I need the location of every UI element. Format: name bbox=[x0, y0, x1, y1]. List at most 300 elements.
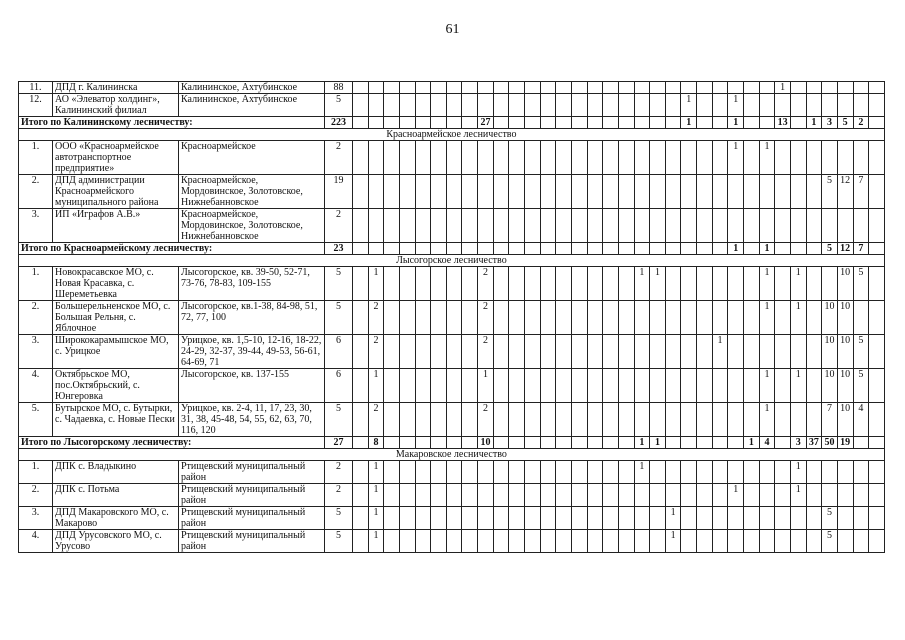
data-cell bbox=[806, 267, 822, 301]
data-cell bbox=[587, 243, 603, 255]
data-cell bbox=[681, 437, 697, 449]
data-cell bbox=[556, 484, 572, 507]
data-cell bbox=[681, 335, 697, 369]
data-cell: 1 bbox=[728, 243, 744, 255]
count-cell: 5 bbox=[325, 530, 353, 553]
data-cell bbox=[650, 175, 666, 209]
data-cell bbox=[869, 369, 885, 403]
data-cell bbox=[446, 267, 462, 301]
data-cell: 5 bbox=[837, 117, 853, 129]
data-cell bbox=[775, 507, 791, 530]
data-cell bbox=[399, 369, 415, 403]
data-cell bbox=[384, 437, 400, 449]
data-cell bbox=[618, 403, 634, 437]
data-cell bbox=[681, 243, 697, 255]
data-cell: 2 bbox=[853, 117, 869, 129]
data-cell bbox=[618, 141, 634, 175]
data-cell bbox=[806, 507, 822, 530]
data-cell: 1 bbox=[728, 117, 744, 129]
data-cell bbox=[665, 267, 681, 301]
data-cell: 1 bbox=[681, 94, 697, 117]
data-cell bbox=[368, 141, 384, 175]
data-cell: 1 bbox=[368, 507, 384, 530]
data-cell bbox=[431, 141, 447, 175]
data-cell bbox=[540, 117, 556, 129]
data-cell bbox=[509, 243, 525, 255]
data-cell bbox=[790, 94, 806, 117]
data-cell bbox=[603, 461, 619, 484]
count-cell: 5 bbox=[325, 267, 353, 301]
total-row bbox=[19, 117, 885, 129]
data-cell bbox=[540, 369, 556, 403]
data-cell bbox=[587, 175, 603, 209]
data-cell bbox=[665, 335, 681, 369]
data-cell: 1 bbox=[775, 82, 791, 94]
data-cell bbox=[571, 369, 587, 403]
data-cell bbox=[681, 507, 697, 530]
data-cell bbox=[650, 209, 666, 243]
section-title: Красноармейское лесничество bbox=[19, 129, 885, 141]
data-cell bbox=[681, 82, 697, 94]
data-cell bbox=[571, 175, 587, 209]
data-cell bbox=[822, 82, 838, 94]
data-cell bbox=[399, 437, 415, 449]
table-row bbox=[19, 209, 885, 243]
data-cell bbox=[478, 94, 494, 117]
data-cell bbox=[806, 335, 822, 369]
data-cell: 1 bbox=[790, 301, 806, 335]
data-cell bbox=[587, 369, 603, 403]
data-cell bbox=[415, 403, 431, 437]
data-cell bbox=[368, 175, 384, 209]
data-cell bbox=[462, 484, 478, 507]
data-cell bbox=[634, 369, 650, 403]
data-cell bbox=[634, 209, 650, 243]
data-cell bbox=[712, 369, 728, 403]
data-cell: 1 bbox=[790, 369, 806, 403]
data-cell bbox=[525, 243, 541, 255]
data-cell bbox=[446, 403, 462, 437]
data-cell bbox=[728, 507, 744, 530]
data-cell bbox=[587, 141, 603, 175]
data-cell bbox=[587, 437, 603, 449]
data-cell bbox=[837, 530, 853, 553]
data-cell bbox=[618, 507, 634, 530]
data-cell bbox=[431, 437, 447, 449]
data-cell bbox=[353, 117, 369, 129]
data-cell bbox=[493, 301, 509, 335]
data-cell bbox=[603, 437, 619, 449]
data-cell bbox=[462, 243, 478, 255]
data-cell bbox=[415, 94, 431, 117]
data-cell bbox=[869, 175, 885, 209]
data-cell bbox=[790, 507, 806, 530]
data-cell bbox=[634, 530, 650, 553]
data-cell bbox=[446, 369, 462, 403]
data-cell bbox=[431, 461, 447, 484]
data-cell bbox=[431, 335, 447, 369]
data-cell: 1 bbox=[790, 461, 806, 484]
data-cell bbox=[540, 530, 556, 553]
data-cell bbox=[556, 301, 572, 335]
data-cell bbox=[353, 267, 369, 301]
data-cell bbox=[446, 209, 462, 243]
data-cell bbox=[556, 403, 572, 437]
data-cell bbox=[697, 94, 713, 117]
data-cell: 5 bbox=[853, 369, 869, 403]
data-cell: 2 bbox=[478, 335, 494, 369]
data-cell bbox=[790, 117, 806, 129]
data-cell bbox=[744, 461, 760, 484]
data-cell bbox=[603, 530, 619, 553]
data-cell bbox=[493, 530, 509, 553]
data-cell bbox=[462, 403, 478, 437]
data-cell bbox=[493, 243, 509, 255]
data-cell bbox=[353, 141, 369, 175]
data-cell bbox=[571, 117, 587, 129]
data-cell: 10 bbox=[822, 369, 838, 403]
data-cell bbox=[446, 437, 462, 449]
data-cell bbox=[618, 301, 634, 335]
data-cell bbox=[399, 267, 415, 301]
data-cell bbox=[618, 461, 634, 484]
count-cell: 2 bbox=[325, 209, 353, 243]
data-cell bbox=[603, 141, 619, 175]
data-cell bbox=[603, 335, 619, 369]
data-cell bbox=[806, 369, 822, 403]
data-cell: 3 bbox=[822, 117, 838, 129]
row-number: 1. bbox=[19, 267, 53, 301]
data-cell: 1 bbox=[728, 94, 744, 117]
organization-name: ДПД г. Калининска bbox=[53, 82, 179, 94]
data-cell bbox=[650, 117, 666, 129]
data-cell bbox=[712, 94, 728, 117]
data-cell bbox=[431, 209, 447, 243]
data-cell bbox=[587, 301, 603, 335]
data-cell bbox=[556, 335, 572, 369]
data-cell bbox=[650, 335, 666, 369]
data-cell: 13 bbox=[775, 117, 791, 129]
data-cell bbox=[415, 507, 431, 530]
data-cell bbox=[775, 461, 791, 484]
data-cell bbox=[571, 94, 587, 117]
data-cell bbox=[509, 507, 525, 530]
total-count: 223 bbox=[325, 117, 353, 129]
data-cell bbox=[759, 82, 775, 94]
data-cell bbox=[368, 243, 384, 255]
data-cell bbox=[446, 117, 462, 129]
data-cell bbox=[650, 369, 666, 403]
data-cell bbox=[634, 507, 650, 530]
data-cell bbox=[415, 530, 431, 553]
data-cell bbox=[353, 82, 369, 94]
data-cell: 1 bbox=[634, 461, 650, 484]
section-title: Лысогорское лесничество bbox=[19, 255, 885, 267]
data-cell bbox=[431, 267, 447, 301]
data-cell bbox=[571, 267, 587, 301]
data-cell bbox=[790, 530, 806, 553]
data-cell bbox=[478, 461, 494, 484]
data-cell bbox=[368, 209, 384, 243]
data-cell bbox=[353, 461, 369, 484]
count-cell: 5 bbox=[325, 403, 353, 437]
data-cell bbox=[399, 530, 415, 553]
forestry-area: Лысогорское, кв. 137-155 bbox=[179, 369, 325, 403]
data-cell bbox=[759, 335, 775, 369]
data-cell bbox=[634, 117, 650, 129]
data-cell bbox=[650, 530, 666, 553]
data-cell bbox=[415, 484, 431, 507]
data-cell bbox=[478, 243, 494, 255]
data-cell bbox=[681, 461, 697, 484]
row-number: 3. bbox=[19, 335, 53, 369]
data-cell bbox=[540, 82, 556, 94]
data-cell bbox=[681, 403, 697, 437]
table-row bbox=[19, 507, 885, 530]
data-cell: 10 bbox=[837, 369, 853, 403]
data-cell bbox=[853, 301, 869, 335]
data-cell bbox=[353, 437, 369, 449]
data-cell bbox=[399, 335, 415, 369]
total-row bbox=[19, 243, 885, 255]
data-cell bbox=[603, 94, 619, 117]
data-cell bbox=[478, 209, 494, 243]
organization-name: ДПД администрации Красноармейского муниципального района bbox=[53, 175, 179, 209]
data-cell bbox=[384, 267, 400, 301]
data-cell bbox=[618, 94, 634, 117]
data-cell bbox=[509, 484, 525, 507]
data-cell bbox=[681, 369, 697, 403]
data-cell bbox=[853, 484, 869, 507]
data-cell bbox=[556, 175, 572, 209]
data-cell bbox=[744, 243, 760, 255]
data-cell bbox=[556, 94, 572, 117]
data-cell bbox=[650, 461, 666, 484]
data-cell bbox=[478, 175, 494, 209]
data-cell bbox=[853, 141, 869, 175]
data-cell bbox=[618, 530, 634, 553]
data-cell bbox=[650, 403, 666, 437]
data-cell bbox=[618, 209, 634, 243]
data-cell bbox=[806, 403, 822, 437]
data-cell: 2 bbox=[368, 335, 384, 369]
data-cell bbox=[540, 175, 556, 209]
data-cell bbox=[837, 209, 853, 243]
data-cell: 12 bbox=[837, 243, 853, 255]
data-cell bbox=[822, 484, 838, 507]
data-cell bbox=[759, 484, 775, 507]
data-cell bbox=[571, 507, 587, 530]
data-cell bbox=[869, 117, 885, 129]
data-cell bbox=[634, 141, 650, 175]
table-row bbox=[19, 403, 885, 437]
data-cell bbox=[837, 141, 853, 175]
data-cell bbox=[525, 94, 541, 117]
data-cell: 5 bbox=[822, 243, 838, 255]
data-cell bbox=[478, 530, 494, 553]
data-cell bbox=[446, 530, 462, 553]
data-cell bbox=[775, 530, 791, 553]
data-cell: 1 bbox=[681, 117, 697, 129]
section-header-row bbox=[19, 449, 885, 461]
data-cell bbox=[790, 209, 806, 243]
data-cell bbox=[618, 369, 634, 403]
data-cell bbox=[822, 209, 838, 243]
data-cell bbox=[728, 437, 744, 449]
data-cell bbox=[603, 117, 619, 129]
data-cell bbox=[493, 267, 509, 301]
data-cell bbox=[869, 403, 885, 437]
data-cell bbox=[525, 117, 541, 129]
data-cell: 7 bbox=[853, 175, 869, 209]
data-cell bbox=[462, 369, 478, 403]
data-cell bbox=[587, 461, 603, 484]
row-number: 12. bbox=[19, 94, 53, 117]
data-cell bbox=[853, 530, 869, 553]
data-cell bbox=[446, 82, 462, 94]
data-cell bbox=[728, 82, 744, 94]
data-cell bbox=[650, 82, 666, 94]
data-cell bbox=[759, 117, 775, 129]
data-cell bbox=[634, 94, 650, 117]
data-cell: 1 bbox=[665, 530, 681, 553]
data-cell bbox=[759, 530, 775, 553]
data-cell: 1 bbox=[728, 141, 744, 175]
data-cell bbox=[853, 507, 869, 530]
data-cell bbox=[446, 461, 462, 484]
data-cell bbox=[775, 209, 791, 243]
data-cell: 4 bbox=[759, 437, 775, 449]
data-cell bbox=[712, 530, 728, 553]
data-cell bbox=[603, 484, 619, 507]
data-cell bbox=[744, 141, 760, 175]
data-cell bbox=[525, 507, 541, 530]
data-cell: 2 bbox=[478, 403, 494, 437]
data-cell bbox=[399, 117, 415, 129]
data-cell bbox=[697, 403, 713, 437]
data-cell bbox=[462, 141, 478, 175]
data-cell bbox=[540, 94, 556, 117]
data-cell bbox=[446, 507, 462, 530]
data-cell bbox=[603, 243, 619, 255]
data-cell bbox=[665, 117, 681, 129]
data-cell: 12 bbox=[837, 175, 853, 209]
data-cell bbox=[525, 369, 541, 403]
total-label: Итого по Калининскому лесничеству: bbox=[19, 117, 325, 129]
count-cell: 2 bbox=[325, 461, 353, 484]
data-cell bbox=[384, 94, 400, 117]
count-cell: 2 bbox=[325, 484, 353, 507]
data-cell bbox=[775, 301, 791, 335]
data-cell bbox=[775, 403, 791, 437]
data-cell: 1 bbox=[790, 484, 806, 507]
data-cell bbox=[665, 94, 681, 117]
count-cell: 5 bbox=[325, 301, 353, 335]
data-cell bbox=[806, 175, 822, 209]
section-title: Макаровское лесничество bbox=[19, 449, 885, 461]
data-cell bbox=[634, 175, 650, 209]
data-cell bbox=[462, 507, 478, 530]
data-cell bbox=[618, 82, 634, 94]
organization-name: Ширококарамышское МО, с. Урицкое bbox=[53, 335, 179, 369]
row-number: 11. bbox=[19, 82, 53, 94]
data-cell bbox=[806, 243, 822, 255]
data-cell bbox=[431, 530, 447, 553]
data-cell bbox=[540, 141, 556, 175]
data-cell bbox=[556, 117, 572, 129]
data-cell bbox=[493, 437, 509, 449]
total-count: 23 bbox=[325, 243, 353, 255]
data-cell: 1 bbox=[665, 507, 681, 530]
data-cell bbox=[571, 437, 587, 449]
row-number: 4. bbox=[19, 530, 53, 553]
data-cell bbox=[853, 461, 869, 484]
data-cell bbox=[665, 82, 681, 94]
data-cell: 1 bbox=[650, 437, 666, 449]
data-cell bbox=[712, 403, 728, 437]
count-cell: 5 bbox=[325, 507, 353, 530]
data-cell bbox=[556, 369, 572, 403]
data-cell bbox=[728, 461, 744, 484]
row-number: 5. bbox=[19, 403, 53, 437]
data-cell: 2 bbox=[478, 267, 494, 301]
data-cell bbox=[571, 530, 587, 553]
data-cell: 1 bbox=[790, 267, 806, 301]
data-cell bbox=[697, 117, 713, 129]
data-cell bbox=[697, 175, 713, 209]
data-cell bbox=[712, 507, 728, 530]
data-cell bbox=[431, 117, 447, 129]
data-cell bbox=[869, 94, 885, 117]
data-cell bbox=[837, 507, 853, 530]
data-cell bbox=[775, 243, 791, 255]
data-cell bbox=[415, 461, 431, 484]
data-cell bbox=[618, 175, 634, 209]
data-cell bbox=[650, 243, 666, 255]
data-cell bbox=[525, 301, 541, 335]
data-cell bbox=[681, 267, 697, 301]
data-cell bbox=[806, 82, 822, 94]
data-cell bbox=[384, 369, 400, 403]
data-cell bbox=[618, 117, 634, 129]
data-cell bbox=[603, 175, 619, 209]
data-cell bbox=[790, 82, 806, 94]
data-cell bbox=[540, 209, 556, 243]
data-cell bbox=[790, 243, 806, 255]
data-cell bbox=[650, 141, 666, 175]
data-cell: 7 bbox=[853, 243, 869, 255]
data-cell bbox=[399, 243, 415, 255]
data-cell: 1 bbox=[728, 484, 744, 507]
data-cell: 1 bbox=[759, 301, 775, 335]
data-cell bbox=[587, 267, 603, 301]
data-cell bbox=[806, 209, 822, 243]
data-cell: 1 bbox=[478, 369, 494, 403]
row-number: 4. bbox=[19, 369, 53, 403]
data-cell bbox=[493, 461, 509, 484]
data-cell bbox=[665, 437, 681, 449]
data-cell bbox=[446, 243, 462, 255]
data-cell bbox=[634, 82, 650, 94]
data-cell bbox=[540, 243, 556, 255]
data-cell bbox=[775, 484, 791, 507]
data-cell bbox=[556, 437, 572, 449]
data-cell bbox=[525, 175, 541, 209]
forestry-area: Красноармейское, Мордовинское, Золотовское, Нижнебанновское bbox=[179, 175, 325, 209]
data-cell bbox=[869, 141, 885, 175]
data-cell bbox=[603, 267, 619, 301]
data-cell bbox=[571, 403, 587, 437]
